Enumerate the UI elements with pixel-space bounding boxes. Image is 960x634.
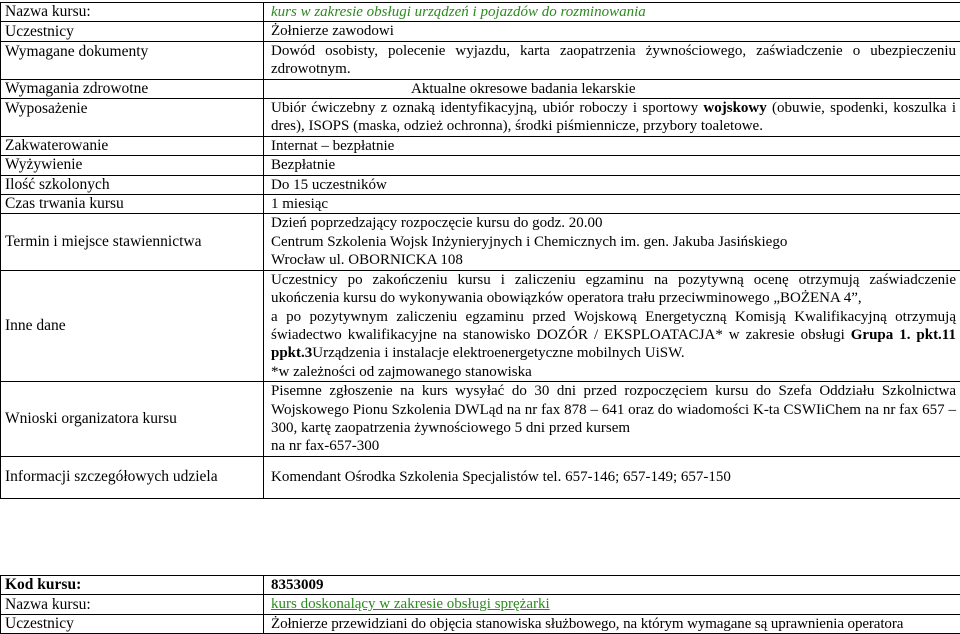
row-label: Uczestnicy xyxy=(1,614,264,633)
row-label: Ilość szkolonych xyxy=(1,175,264,194)
row-value: Internat – bezpłatnie xyxy=(264,136,960,155)
value-paragraph: Uczestnicy po zakończeniu kursu i zaliczeniu egzaminu na pozytywną ocenę otrzymują zaświadczenie ukończenia kursu do wykonywania obowiązków operatora trału przeciwminowego „BOŻENA 4”, xyxy=(271,271,956,308)
value-text: Ubiór ćwiczebny z oznaką identyfikacyjną, ubiór roboczy i sportowy xyxy=(271,100,703,116)
value-paragraph: Pisemne zgłoszenie na kurs wysyłać do 30 dni przed rozpoczęciem kursu do Szefa Oddziału Szkolnictwa Wojskowego Pionu Szkolenia DWLąd na nr fax 878 – 641 oraz do wiadomości K-ta CSWIiChem na nr fax 657 – 300, kartę zaopatrzenia żywnościowego 5 dni przed kursem xyxy=(271,382,956,437)
row-value xyxy=(264,99,960,137)
course-name: kurs w zakresie obsługi urządzeń i pojazdów do rozminowania xyxy=(264,3,960,22)
row-label: Wymagania zdrowotne xyxy=(1,79,264,98)
row-value: Aktualne okresowe badania lekarskie xyxy=(264,79,960,98)
row-label: Wymagane dokumenty xyxy=(1,41,264,79)
table-row xyxy=(1,79,960,98)
value-line: Dzień poprzedzający rozpoczęcie kursu do godz. 20.00 xyxy=(271,214,956,232)
table-row xyxy=(1,382,960,457)
table-row xyxy=(1,41,960,79)
row-value: Bezpłatnie xyxy=(264,156,960,175)
value-paragraph xyxy=(271,308,956,363)
row-value: Żołnierze zawodowi xyxy=(264,22,960,41)
row-label: Uczestnicy xyxy=(1,22,264,41)
table-row xyxy=(1,456,960,498)
row-value: Żołnierze przewidziani do objęcia stanowiska służbowego, na którym wymagane są uprawnienia operatora xyxy=(264,614,960,633)
table-row xyxy=(1,22,960,41)
row-value xyxy=(264,382,960,457)
table-row xyxy=(1,614,960,633)
row-value xyxy=(264,270,960,381)
table-row xyxy=(1,214,960,270)
table-row xyxy=(1,3,960,22)
table-row xyxy=(1,136,960,155)
row-value: Dowód osobisty, polecenie wyjazdu, karta zaopatrzenia żywnościowego, zaświadczenie o ubezpieczeniu zdrowotnym. xyxy=(264,41,960,79)
table-row xyxy=(1,175,960,194)
row-label: Nazwa kursu: xyxy=(1,3,264,22)
table-row xyxy=(1,576,960,595)
row-label: Informacji szczegółowych udziela xyxy=(1,456,264,498)
value-text: (obuwie, spodenki, koszulka i dres), ISOPS (maska, odzież ochronna), środki piśmiennicze, przybory toaletowe. xyxy=(271,100,956,134)
course-table-2 xyxy=(0,575,960,634)
value-text: a po pozytywnym zaliczeniu egzaminu przed Wojskową Energetyczną Komisją Kwalifikacyjną otrzymują świadectwo kwalifikacyjne na stanowisko DOZÓR / EKSPLOATACJA* w zakresie obsługi xyxy=(271,309,956,343)
row-label: Inne dane xyxy=(1,270,264,381)
table-row xyxy=(1,195,960,214)
row-label: Czas trwania kursu xyxy=(1,195,264,214)
row-value: Komendant Ośrodka Szkolenia Specjalistów tel. 657-146; 657-149; 657-150 xyxy=(264,456,960,498)
table-row xyxy=(1,270,960,381)
value-text: Urządzenia i instalacje elektroenergetyczne mobilnych UiSW. xyxy=(312,345,684,361)
row-label: Zakwaterowanie xyxy=(1,136,264,155)
row-label: Wyżywienie xyxy=(1,156,264,175)
value-bold: Grupa 1. pkt.11 ppkt.3 xyxy=(271,327,956,361)
course-code: 8353009 xyxy=(264,576,960,595)
table-row xyxy=(1,595,960,614)
row-value xyxy=(264,214,960,270)
row-value: 1 miesiąc xyxy=(264,195,960,214)
row-value: Do 15 uczestników xyxy=(264,175,960,194)
table-row xyxy=(1,156,960,175)
course-name: kurs doskonalący w zakresie obsługi sprężarki xyxy=(264,595,960,614)
value-line: Centrum Szkolenia Wojsk Inżynieryjnych i Chemicznych im. gen. Jakuba Jasińskiego xyxy=(271,233,956,251)
row-label: Nazwa kursu: xyxy=(1,595,264,614)
value-line: Wrocław ul. OBORNICKA 108 xyxy=(271,251,956,269)
course-table-1 xyxy=(0,2,960,499)
value-bold: wojskowy xyxy=(703,100,766,116)
row-label: Termin i miejsce stawiennictwa xyxy=(1,214,264,270)
row-label: Wnioski organizatora kursu xyxy=(1,382,264,457)
row-label: Kod kursu: xyxy=(1,576,264,595)
value-paragraph: *w zależności od zajmowanego stanowiska xyxy=(271,363,956,381)
table-row xyxy=(1,99,960,137)
value-paragraph: na nr fax-657-300 xyxy=(271,437,956,455)
row-label: Wyposażenie xyxy=(1,99,264,137)
